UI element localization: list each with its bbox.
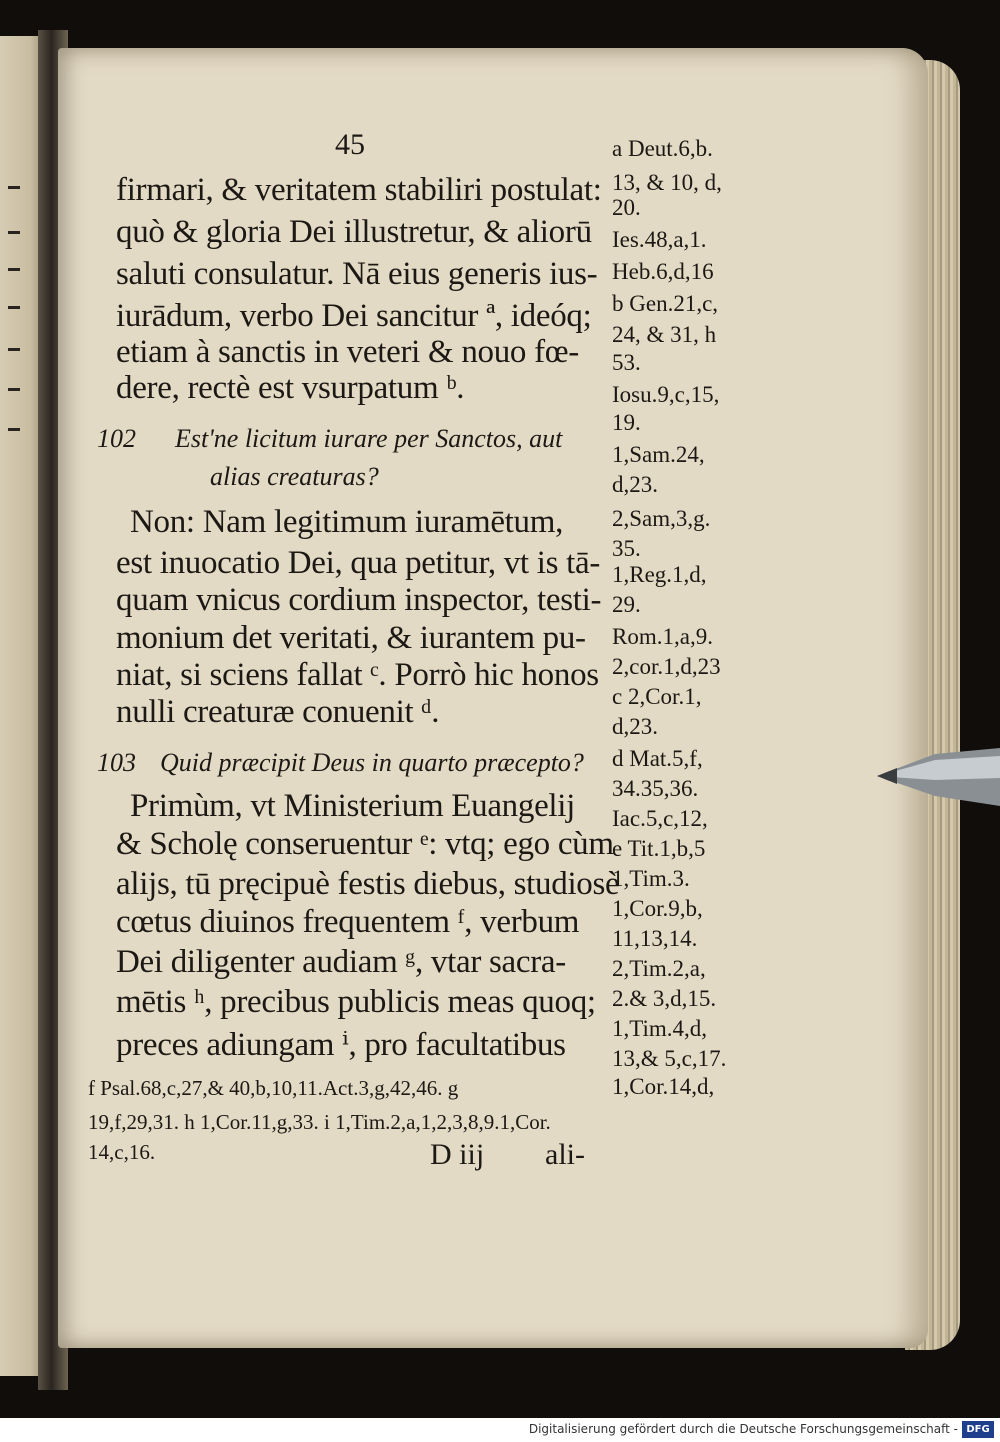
margin-note: 19. bbox=[612, 410, 641, 435]
margin-note: 13,& 5,c,17. bbox=[612, 1046, 727, 1071]
margin-note: Ies.48,a,1. bbox=[612, 227, 707, 252]
body-line: dere, rectè est vsurpatum ᵇ. bbox=[116, 370, 465, 406]
body-line: monium det veritati, & iurantem pu- bbox=[116, 620, 586, 656]
footnote-line: f Psal.68,c,27,& 40,b,10,11.Act.3,g,42,46. g bbox=[88, 1076, 459, 1100]
body-line: firmari, & veritatem stabiliri postulat: bbox=[116, 172, 602, 208]
body-line: & Scholę conseruentur ᵉ: vtq; ego cùm bbox=[116, 826, 614, 862]
question-number: 103 bbox=[97, 748, 136, 777]
margin-note: Rom.1,a,9. bbox=[612, 624, 713, 649]
margin-note: e Tit.1,b,5 bbox=[612, 836, 706, 861]
margin-note: d,23. bbox=[612, 714, 658, 739]
margin-note: Iac.5,c,12, bbox=[612, 806, 708, 831]
catchword: ali- bbox=[545, 1138, 585, 1171]
margin-note: 20. bbox=[612, 195, 641, 220]
bleed-mark bbox=[8, 388, 20, 391]
body-line: est inuocatio Dei, qua petitur, vt is tā- bbox=[116, 545, 601, 581]
question-text: Est'ne licitum iurare per Sanctos, aut bbox=[175, 424, 563, 453]
margin-note: Heb.6,d,16 bbox=[612, 259, 714, 284]
body-line: niat, si sciens fallat ᶜ. Porrò hic honos bbox=[116, 657, 599, 693]
footnote-line: 14,c,16. bbox=[88, 1140, 156, 1164]
question-text: Quid præcipit Deus in quarto præcepto? bbox=[160, 748, 584, 777]
pen-pointer-icon bbox=[875, 748, 1000, 810]
margin-note: a Deut.6,b. bbox=[612, 136, 713, 161]
margin-note: 1,Sam.24, bbox=[612, 442, 705, 467]
margin-note: 1,Tim.3. bbox=[612, 866, 690, 891]
margin-note: 1,Cor.9,b, bbox=[612, 896, 703, 921]
margin-note: 2,Sam,3,g. bbox=[612, 506, 711, 531]
bleed-mark bbox=[8, 186, 20, 189]
margin-note: 2,Tim.2,a, bbox=[612, 956, 706, 981]
margin-note: 24, & 31, h bbox=[612, 322, 717, 347]
margin-note: 53. bbox=[612, 350, 641, 375]
signature-mark: D iij bbox=[430, 1138, 485, 1171]
bleed-mark bbox=[8, 428, 20, 431]
margin-note: 13, & 10, d, bbox=[612, 170, 722, 195]
margin-note: 1,Tim.4,d, bbox=[612, 1016, 708, 1041]
question-number: 102 bbox=[97, 424, 136, 453]
margin-note: 1,Reg.1,d, bbox=[612, 562, 707, 587]
body-line: alijs, tū pręcipuè festis diebus, studiosè bbox=[116, 866, 620, 902]
body-line: iurādum, verbo Dei sancitur ª, ideóq; bbox=[116, 298, 592, 334]
margin-note: 29. bbox=[612, 592, 641, 617]
footnote-line: 19,f,29,31. h 1,Cor.11,g,33. i 1,Tim.2,a,1,2,3,8,9.1,Cor. bbox=[88, 1110, 551, 1134]
margin-note: Iosu.9,c,15, bbox=[612, 382, 720, 407]
margin-note: 11,13,14. bbox=[612, 926, 698, 951]
body-line: Dei diligenter audiam ᵍ, vtar sacra- bbox=[116, 944, 566, 980]
margin-note: 35. bbox=[612, 536, 641, 561]
dfg-logo: DFG bbox=[962, 1421, 994, 1438]
body-line: etiam à sanctis in veteri & nouo fœ- bbox=[116, 334, 579, 370]
body-line: nulli creaturæ conuenit ᵈ. bbox=[116, 694, 440, 730]
margin-note: 2.& 3,d,15. bbox=[612, 986, 717, 1011]
body-line: preces adiungam ⁱ, pro facultatibus bbox=[116, 1027, 566, 1063]
margin-note: d,23. bbox=[612, 472, 658, 497]
digitization-credit-bar bbox=[0, 1418, 1000, 1442]
margin-note: 34.35,36. bbox=[612, 776, 699, 801]
body-line: quam vnicus cordium inspector, testi- bbox=[116, 582, 602, 618]
page-number: 45 bbox=[335, 128, 365, 161]
margin-note: 1,Cor.14,d, bbox=[612, 1074, 715, 1099]
margin-note: b Gen.21,c, bbox=[612, 291, 719, 316]
bleed-mark bbox=[8, 268, 20, 271]
body-line: Non: Nam legitimum iuramētum, bbox=[130, 504, 564, 540]
credit-text: Digitalisierung gefördert durch die Deutsche Forschungsgemeinschaft - bbox=[528, 1422, 958, 1436]
question-text: alias creaturas? bbox=[210, 462, 379, 491]
body-line: cœtus diuinos frequentem ᶠ, verbum bbox=[116, 904, 580, 940]
margin-note: c 2,Cor.1, bbox=[612, 684, 702, 709]
body-line: Primùm, vt Ministerium Euangelij bbox=[130, 788, 576, 824]
bleed-mark bbox=[8, 348, 20, 351]
body-line: saluti consulatur. Nā eius generis ius- bbox=[116, 256, 598, 292]
body-line: quò & gloria Dei illustretur, & aliorū bbox=[116, 214, 592, 250]
margin-note: 2,cor.1,d,23 bbox=[612, 654, 721, 679]
body-line: mētis ʰ, precibus publicis meas quoq; bbox=[116, 984, 596, 1020]
bleed-mark bbox=[8, 231, 20, 234]
margin-note: d Mat.5,f, bbox=[612, 746, 703, 771]
bleed-mark bbox=[8, 306, 20, 309]
